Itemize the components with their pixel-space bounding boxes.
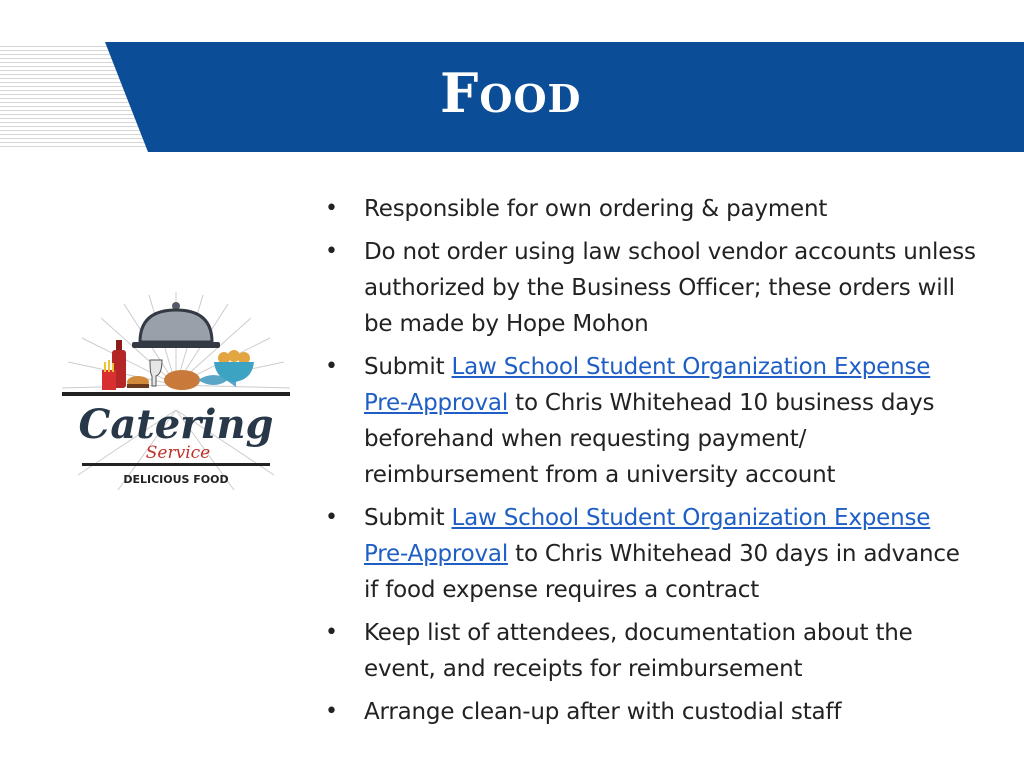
bullet-text: Keep list of attendees, documentation about the event, and receipts for reimbursement — [364, 620, 913, 682]
bullet-text: Responsible for own ordering & payment — [364, 196, 828, 222]
bullet-marker: • — [325, 196, 338, 221]
bullet-text-prefix: Submit — [364, 505, 452, 531]
bullet-marker: • — [325, 239, 338, 264]
svg-text:Catering: Catering — [78, 401, 274, 448]
bullet-text-suffix: to Chris Whitehead 30 days in advance if food expense requires a contract — [364, 541, 960, 603]
bullet-text-suffix: to Chris Whitehead 10 business days beforehand when requesting payment/ reimbursement from a university account — [364, 390, 935, 488]
expense-preapproval-link[interactable]: Law School Student Organization Expense Pre-Approval — [364, 354, 931, 416]
slide-title: Food — [440, 61, 582, 125]
bullet-item — [318, 234, 978, 342]
bullet-text-prefix: Submit — [364, 354, 452, 380]
bullet-item — [318, 191, 978, 227]
bullet-marker: • — [325, 620, 338, 645]
svg-text:DELICIOUS FOOD: DELICIOUS FOOD — [123, 473, 229, 486]
bullet-item — [318, 615, 978, 687]
bullet-marker: • — [325, 699, 338, 724]
bullet-text: Arrange clean-up after with custodial staff — [364, 699, 842, 725]
bullet-list — [318, 191, 978, 737]
bullet-text: Do not order using law school vendor accounts unless authorized by the Business Officer; these orders will be made by Hope Mohon — [364, 239, 976, 337]
svg-text:Service: Service — [145, 443, 211, 463]
bullet-item — [318, 349, 978, 493]
catering-logo — [58, 290, 294, 495]
expense-preapproval-link-2[interactable]: Law School Student Organization Expense Pre-Approval — [364, 505, 931, 567]
bullet-item — [318, 694, 978, 730]
bullet-marker: • — [325, 505, 338, 530]
bullet-marker: • — [325, 354, 338, 379]
bullet-item — [318, 500, 978, 608]
